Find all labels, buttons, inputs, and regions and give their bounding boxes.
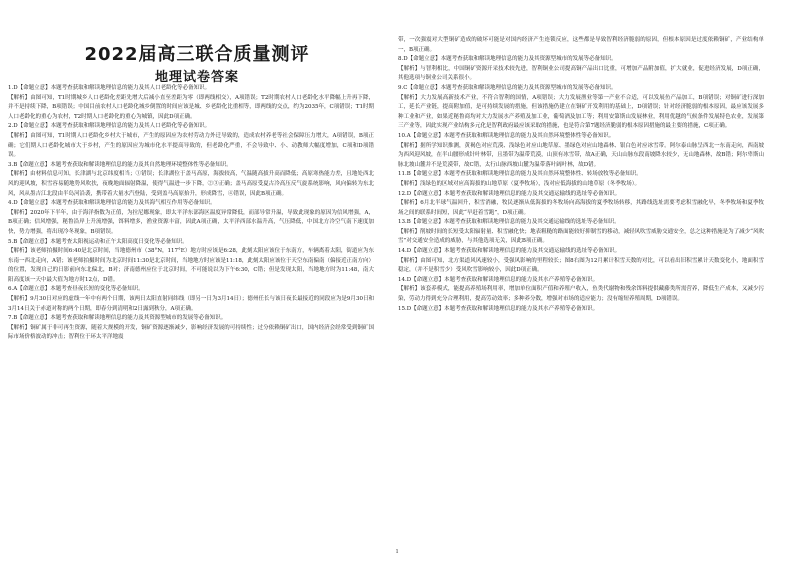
paragraph: 【解析】削坡时间的长短受太阳辐射量、积雪融化快；地表粗糙的路面能较好抑制雪的移动，减轻风吹雪威胁交通安全，总之这种措施是为了减少“风吹雪”对交通安全造成的威胁，与其他选项无关，因此B项正确。 — [398, 228, 764, 245]
paragraph: 带，一次强震对大型铜矿造成的破坏可能是对国内经济产生连锁反应，这些都是导致智利经济脆弱的原因，但根本原因是过度依赖铜矿，产业结构单一，B项正确。 — [398, 37, 764, 53]
paragraph: 【解析】大力发展高新技术产业，不符合智利的国情，A项错误；大力发展渔业等第一产业不合适，可以发展鱼产品加工，B项错误；对铜矿进行深加工，延长产业链，提高附加值，是可持续发展的措施，但该措施仍建立在铜矿开发利用的基础上，D项错误；针对经济脆弱的根本原因，最应该发展多种工业和产业，如果近秘鲁商均对大力发展水产养殖及加工业，葡萄酒及加工等；利用安第斯山发展林业，利用优越的气候条件发展特色农业，发展第三产业等，因此实现产业结构多元化是智利政府最应该采取的措施，也是符合第7题经济脆弱的根本原因措施的最主要的措施，C项正确。 — [398, 94, 764, 130]
paragraph: 10.A【命题立意】本题考查获取和解读地理信息的能力及其自然环境整体性等必备知识。 — [398, 132, 615, 139]
paragraph: 8.D【命题立意】本题考查获取和解读地理信息的能力及其资源型城市的发展等必备知识。 — [398, 56, 617, 63]
exam-title: 2022届高三联合质量测评 — [84, 44, 310, 65]
page-number: 1 — [395, 549, 399, 555]
paragraph: 1.D【命题立意】本题考查获取和解读地理信息的能力及其人口老龄化等必备知识。 — [8, 85, 211, 91]
left-column — [8, 36, 374, 343]
paragraph: 【解析】由图可知，T1时期城乡人口老龄化差距先增大后减小直至差距为零（即两线相交），A项错误；T2时期农村人口老龄化水平降幅上升再下降，并不是持续下降，B项错误；中国目前农村人口老龄化城乡倒置的时间应该是城、乡老龄化比重相等，即两线的交点，约为2035年，C项错误；T1时期人口老龄化的重心为农村，T2时期人口老龄化的重心为城镇，因此D项正确。 — [8, 94, 374, 120]
paragraph: 【解析】9月30日对应的虚线一年中有两个日期，该两日太阳直射同纬线（即另一日为3月14日）；德州任长与该日夜长最接近的同段应为是9月30日和3月14日关于赤道对称的两个日期，即春分到清明和2日露到秋分，A项正确。 — [8, 296, 374, 312]
paragraph: 9.C【命题立意】本题考查获取和解读地理信息的能力及其资源型城市的发展等必备知识。 — [398, 84, 617, 91]
paragraph: 6.A【命题立意】本题考查昼夜长短的变化等必备知识。 — [8, 286, 144, 293]
paragraph: 2.D【命题立意】本题考查获取和解读地理信息的能力及其人口老龄化等必备知识。 — [8, 123, 211, 130]
paragraph: 7.B【命题立意】本题考查获取和解读地理信息的能力及其资源型城市的发展等必备知识。 — [8, 315, 227, 322]
paragraph: 【解析】浅绿色的区域对应高海拔的山地草原（夏季牧场），浅对应低海拔的山地草原（冬季牧场）。 — [398, 180, 641, 187]
paragraph: 【解析】该套养模式，能提高养殖场利用率，增加单位面积产值和养殖户收入，鱼类代谢物和残余饵料提供藏藤类所需营养，降低生产成本，又减少污染，劳动力得到充分合理利用，提高劳动效率；多种养分数，增强对市场的适应能力；没有缩短养殖周期，D项错误。 — [398, 286, 764, 303]
paragraph: 【解析】该老师拍摄时间6:40是北京时间，当地德州市（38°N，117°E）地方时应该是6:28，此刻太阳应该位于东南方，车辆离着太阳，街道应为东东南一西北走向，A错；该老师拍摄时间为北京时间11:30是北京时间，当地地方时应该是11:18，此刻太阳应该位于天空东南偏南（偏接近正南方向）的位置，发现自己的日影前向东北偏北，B对；济南德州应位于北京时间，不可能说以为下午6:30，C错；但是发现太阳，当地地方时为11:48，南大阳高度该一天中最大值为地方时12点，D错。 — [8, 248, 374, 283]
paragraph: 14.D【命题立意】本题考查获取和解读地理信息的能力及其交通运输线的选址等必备知识。 — [398, 248, 621, 255]
paragraph: 15.D【命题立意】本题考查获取和解读地理信息的能力及其水产养殖等必备知识。 — [398, 305, 599, 312]
paragraph: 13.B【命题立意】本题考查获取和解读地理信息的能力及其交通运输线的选址等必备知识。 — [398, 219, 620, 226]
paragraph: 12.D【命题立意】本题考查获取和解读地理信息的能力及其交通运输线的选址等必备知识。 — [398, 190, 621, 197]
paragraph: 11.B【命题立意】本题考查获取和解读地理信息的能力及其自然环境整体性、转场放牧等必备知识。 — [398, 171, 642, 178]
paragraph: 【解析】由材料信息可知，长津湖与北京纬度相当；①错误；长津湖位于盖马高原，海拔较高，气温随高拔升高而降低；高原寒热能力差，且地处西北风的迎风坡，积雪容易随地势风吹扶，夜晚地面辐射降温，使得气温进一步下降，②③正确；盖马高原受夏古冷高压反气旋系统影响，风向偏转为东北风，风从墨吉江北段由半岛河沿袭，携带着大量水汽登陆，受到盖马高原抬升，形成降雪，④错误，因此B项正确。 — [8, 171, 374, 197]
paragraph: 4.D【命题立意】本题考查获取和解读地理信息的能力及其海气相互作用等必备知识。 — [8, 200, 216, 207]
paragraph: 【解析】2020年下半年，由于海洋指数为正值，为拉尼娜现象，即太平洋东部海区温度异常降低，而部导常升温，导致此现象的原因为信风增强，A，B项正确；信风增强，秘鲁沿岸上升流增强，饵料增多，渔业资源丰富，因此A项正确，太平洋西部水温升高，气压降低，中国北方冷空气南下速度加快，势力增强，将出现冷冬现象，B项错误。 — [8, 209, 374, 235]
paragraph: 【解析】由图可知，北方渠道风风速较小，受强风影响的里程较长；图8右图为12月累计积雪天数的对比，可以看出旧积雪累计天数变化小，地面积雪稳定，（并不是积雪少）受风吹雪影响较小，因此D项正确。 — [398, 257, 764, 274]
paragraph: 【解析】由图可知，T1时期人口老龄化乡村大于城市，产生的原因应为农村劳动力外迁导致的，造成农村养老等社会保障压力增大，A项错误，B项正确；它们期人口老龄化城市大于乡村，产生的原因应为城市化水平提高导致的，但老龄化严重，不会导致中、小、动教师大幅度增加，C项和D项错误。 — [8, 132, 374, 159]
paragraph: 【解析】据所学知识推测，黄褐色对应荒漠、浅绿色对应山地草原、墨绿色对应山地森林、银白色对应冰雪带。阿尔泰山脉呈西北一东南走向，西南坡为西风迎风坡，在半山腰形成针叶林带，且墨带为温带荒漠，山顶有冰雪带，故A正确，天山山脉东段南坡降水较少，无山地森林，故B错；阿尔卑斯山脉北坡山麓并不是荒漠带，故C错，太行山脉西坡山麓为温带落叶阔叶林，故D错。 — [398, 142, 764, 168]
exam-subtitle: 地理试卷答案 — [154, 70, 239, 85]
right-column — [398, 36, 764, 314]
paragraph: 3.B【命题立意】本题考查获取和解读地理信息的能力及其自然地理环境整体性等必备知识。 — [8, 161, 232, 168]
paragraph: 14.D【命题立意】本题考查获取和解读地理信息的能力及其水产养殖等必备知识。 — [398, 276, 599, 283]
paragraph: 【解析】铜矿属于非可再生资源，随着大规模的开发，铜矿资源逐渐减少，影响经济发展的可持续性；过分依赖铜矿出口，国内经济会经常受到铜矿国际市场价格波动的冲击；智利位于环太平洋地震 — [8, 324, 374, 341]
paragraph: 【解析】与智利相比，中国铜矿资源开采技术较先进，智利铜业公司提高铜产品出口比重，可增加产品附加值，扩大就业，促进经济发展，D项正确，其他选项与铜业公司关系很小。 — [398, 65, 764, 82]
paragraph: 5.B【命题立意】本题考查太阳视运动和正午太阳高度日变化等必备知识。 — [8, 238, 188, 245]
paragraph: 【解析】6月北半球气温回升，积雪消融，牧民逐渐从低海拔的冬牧场向高海拔的夏季牧场转移，其路线选址需要考虑积雪融化早，冬季牧场和夏季牧场之间的联系时间短，因此“早赶着雪跑”，D项正确。 — [398, 200, 764, 216]
